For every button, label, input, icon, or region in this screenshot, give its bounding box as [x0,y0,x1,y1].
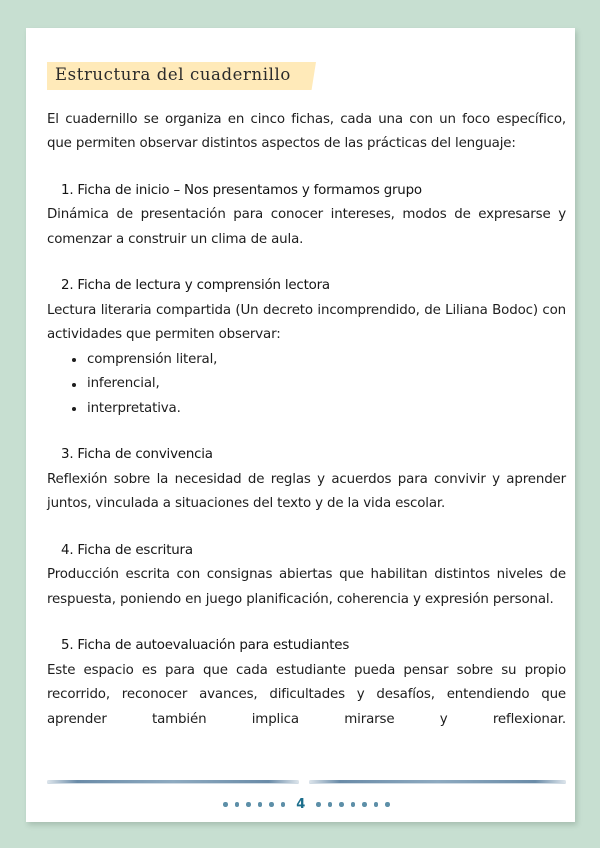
dot-group-left [223,802,285,807]
title-highlight-band [47,62,309,90]
footer-rule-left [47,780,299,783]
page-dot [374,802,379,807]
list-item: inferencial, [71,372,566,397]
section-ficha-inicio [47,179,566,253]
page-footer [47,780,566,811]
page-number: 4 [296,797,306,812]
section-heading: 4. Ficha de escritura [61,542,193,558]
page-title [47,62,566,90]
page-dot [235,802,240,807]
page-indicator [47,798,566,811]
section-ficha-autoevaluacion [47,634,566,757]
page-dot [258,802,263,807]
footer-rule-right [309,780,566,783]
page-dot [223,802,228,807]
page-dot [269,802,274,807]
section-heading: 3. Ficha de convivencia [61,447,213,462]
page-dot [316,802,321,807]
page-dot [351,802,356,807]
section-heading: 5. Ficha de autoevaluación para estudiantes [61,638,350,653]
section-ficha-lectura [47,274,566,421]
page-dot [339,802,344,807]
page-dot [385,802,390,807]
page-dot [246,802,251,807]
intro-paragraph: El cuadernillo se organiza en cinco fichas, cada una con un foco específico, que permiten observar distintos aspectos de las prácticas del lenguaje: [47,111,566,151]
list-item: interpretativa. [71,397,566,422]
section-ficha-escritura [47,539,566,613]
comprehension-bullet-list [47,348,566,422]
page-dot [328,802,333,807]
page-dot [362,802,367,807]
dot-group-right [316,802,390,807]
section-body: Lectura literaria compartida (Un decreto incomprendido, de Liliana Bodoc) con actividades que permiten observar: [47,302,566,342]
page-sheet [26,28,575,822]
section-heading: 1. Ficha de inicio – Nos presentamos y formamos grupo [61,182,422,198]
page-title-text: Estructura del cuadernillo [55,65,291,84]
document-content [47,34,566,757]
section-heading: 2. Ficha de lectura y comprensión lectora [61,278,330,293]
section-body: Reflexión sobre la necesidad de reglas y acuerdos para convivir y aprender juntos, vinculada a situaciones del texto y de la vida escolar. [47,471,566,511]
page-dot [281,802,286,807]
list-item: comprensión literal, [71,348,566,373]
footer-divider [47,780,566,787]
section-body: Producción escrita con consignas abiertas que habilitan distintos niveles de respuesta, poniendo en juego planificación, coherencia y expresión personal. [47,567,566,607]
section-body: Este espacio es para que cada estudiante pueda pensar sobre su propio recorrido, reconocer avances, dificultades y desafíos, entendiendo que aprender también implica mirarse y reflexionar. [47,662,566,727]
section-ficha-convivencia [47,443,566,517]
section-body: Dinámica de presentación para conocer intereses, modos de expresarse y comenzar a construir un clima de aula. [47,207,566,247]
